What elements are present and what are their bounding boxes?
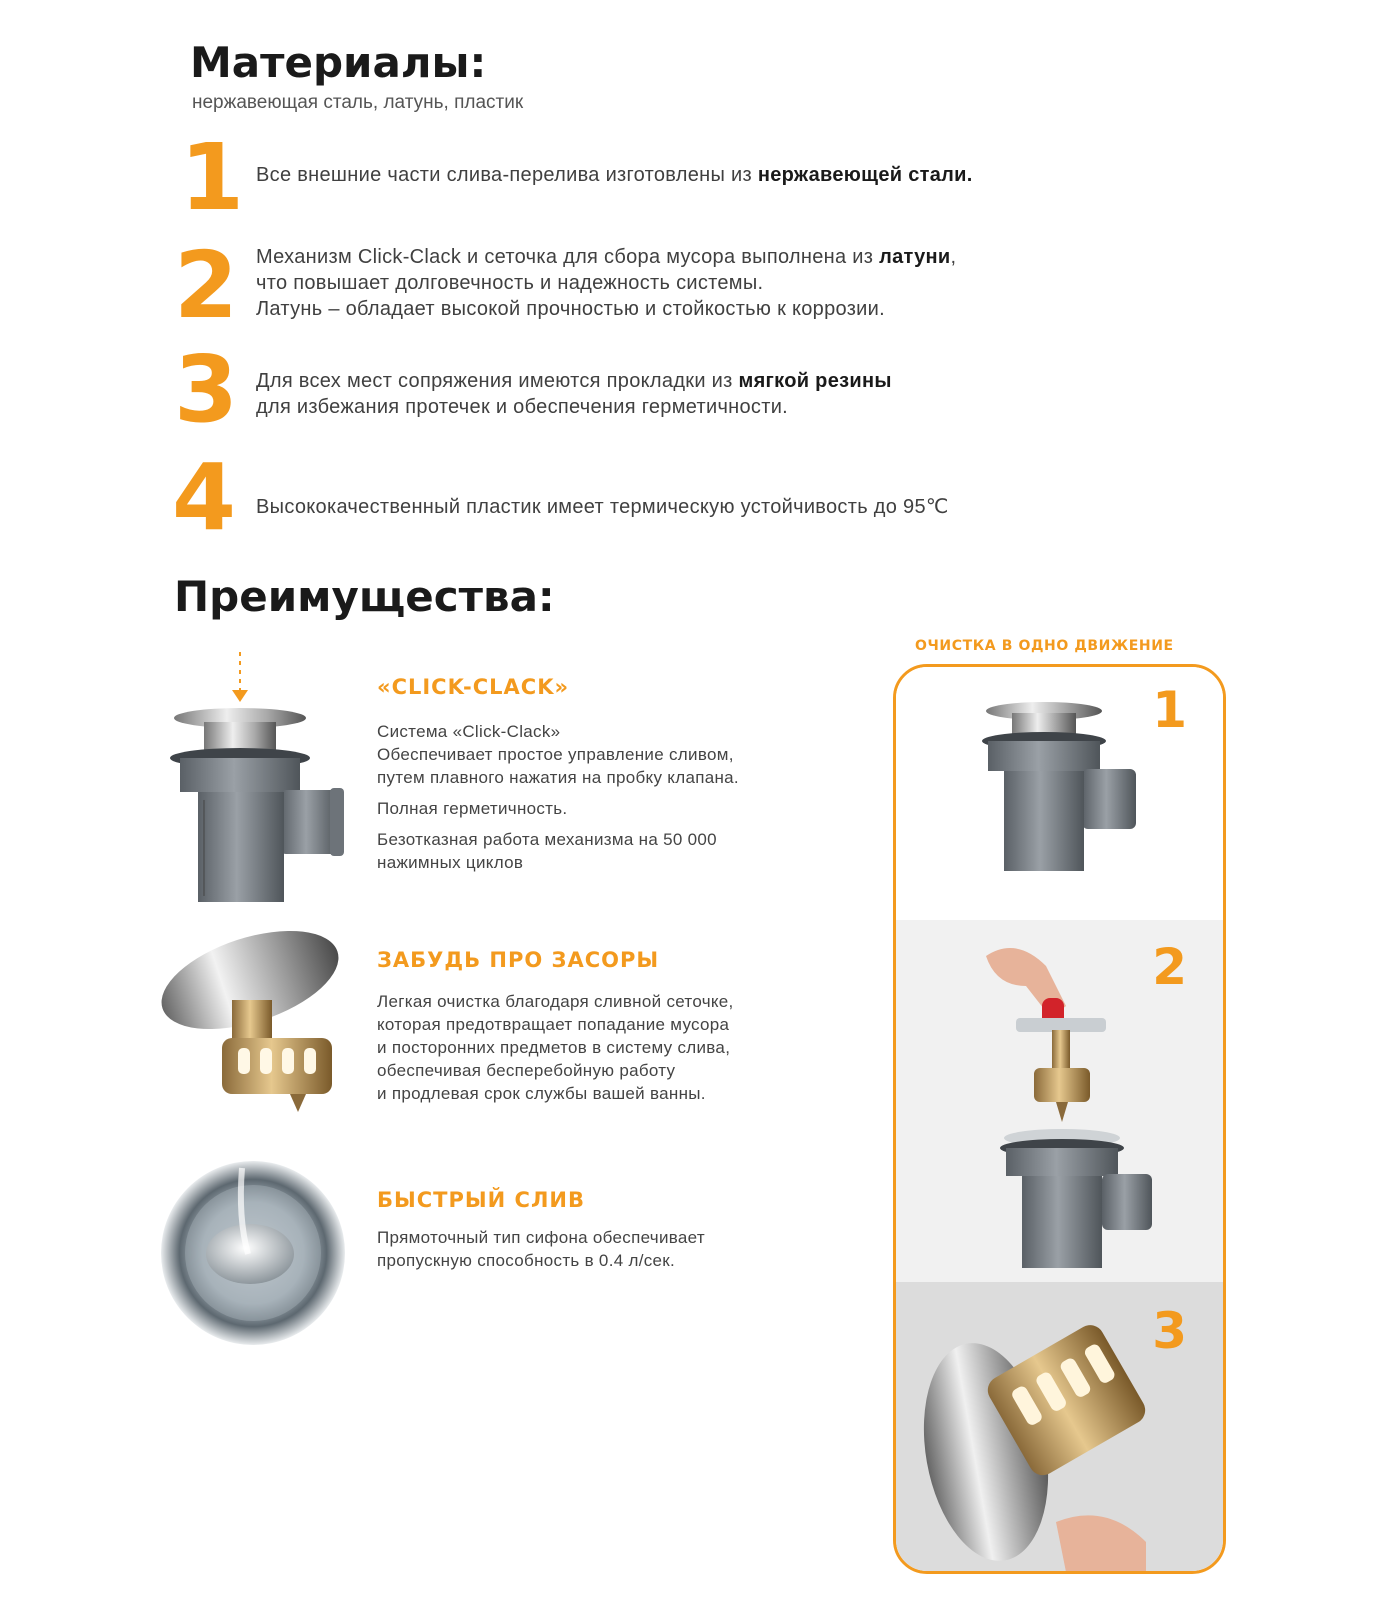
cleaning-step — [896, 667, 1223, 920]
strainer-cleaning-image — [906, 1292, 1166, 1572]
materials-subtitle: нержавеющая сталь, латунь, пластик — [192, 92, 524, 113]
step-number: 2 — [1152, 938, 1187, 996]
materials-heading: Материалы: — [190, 38, 487, 87]
advantage-title: БЫСТРЫЙ СЛИВ — [377, 1188, 585, 1212]
step-number: 1 — [1152, 681, 1187, 739]
material-text: Для всех мест сопряжения имеются прокладки из мягкой резины для избежания протечек и обеспечения герметичности. — [256, 370, 892, 418]
material-text: Все внешние части слива-перелива изготовлены из нержавеющей стали. — [256, 164, 973, 186]
material-number: 4 — [172, 444, 237, 551]
advantage-text: Система «Click-Clack» Обеспечивает простое управление сливом, путем плавного нажатия на пробку клапана. Полная герметичность. Безотказная работа механизма на 50 000 нажимных циклов — [377, 722, 739, 872]
cleaning-step — [896, 1282, 1223, 1571]
advantage-text: Прямоточный тип сифона обеспечивает пропускную способность в 0.4 л/сек. — [377, 1228, 705, 1270]
advantage-title: «CLICK-CLACK» — [377, 675, 570, 699]
material-text: Механизм Click-Clack и сеточка для сбора мусора выполнена из латуни, что повышает долговечность и надежность системы. Латунь – обладает высокой прочностью и стойкостью к коррозии. — [256, 246, 957, 320]
advantage-text: Легкая очистка благодаря сливной сеточке, которая предотвращает попадание мусора и посторонних предметов в систему слива, обеспечивая бесперебойную работу и продлевая срок службы вашей ванны. — [377, 992, 734, 1103]
step-number: 3 — [1152, 1302, 1187, 1360]
brass-strainer-image — [150, 930, 350, 1120]
cleaning-caption: ОЧИСТКА В ОДНО ДВИЖЕНИЕ — [915, 638, 1174, 654]
material-number: 2 — [174, 232, 239, 339]
cleaning-step — [896, 920, 1223, 1282]
material-number: 3 — [174, 336, 239, 443]
material-number: 1 — [180, 124, 245, 231]
fast-drain-image — [158, 1158, 348, 1348]
siphon-closed-image — [974, 695, 1174, 895]
advantage-title: ЗАБУДЬ ПРО ЗАСОРЫ — [377, 948, 660, 972]
click-clack-siphon-image — [160, 650, 360, 910]
strainer-removal-image — [956, 926, 1176, 1276]
cleaning-steps-panel — [893, 664, 1226, 1574]
material-text: Высококачественный пластик имеет термическую устойчивость до 95℃ — [256, 496, 949, 518]
advantages-heading: Преимущества: — [174, 572, 555, 621]
